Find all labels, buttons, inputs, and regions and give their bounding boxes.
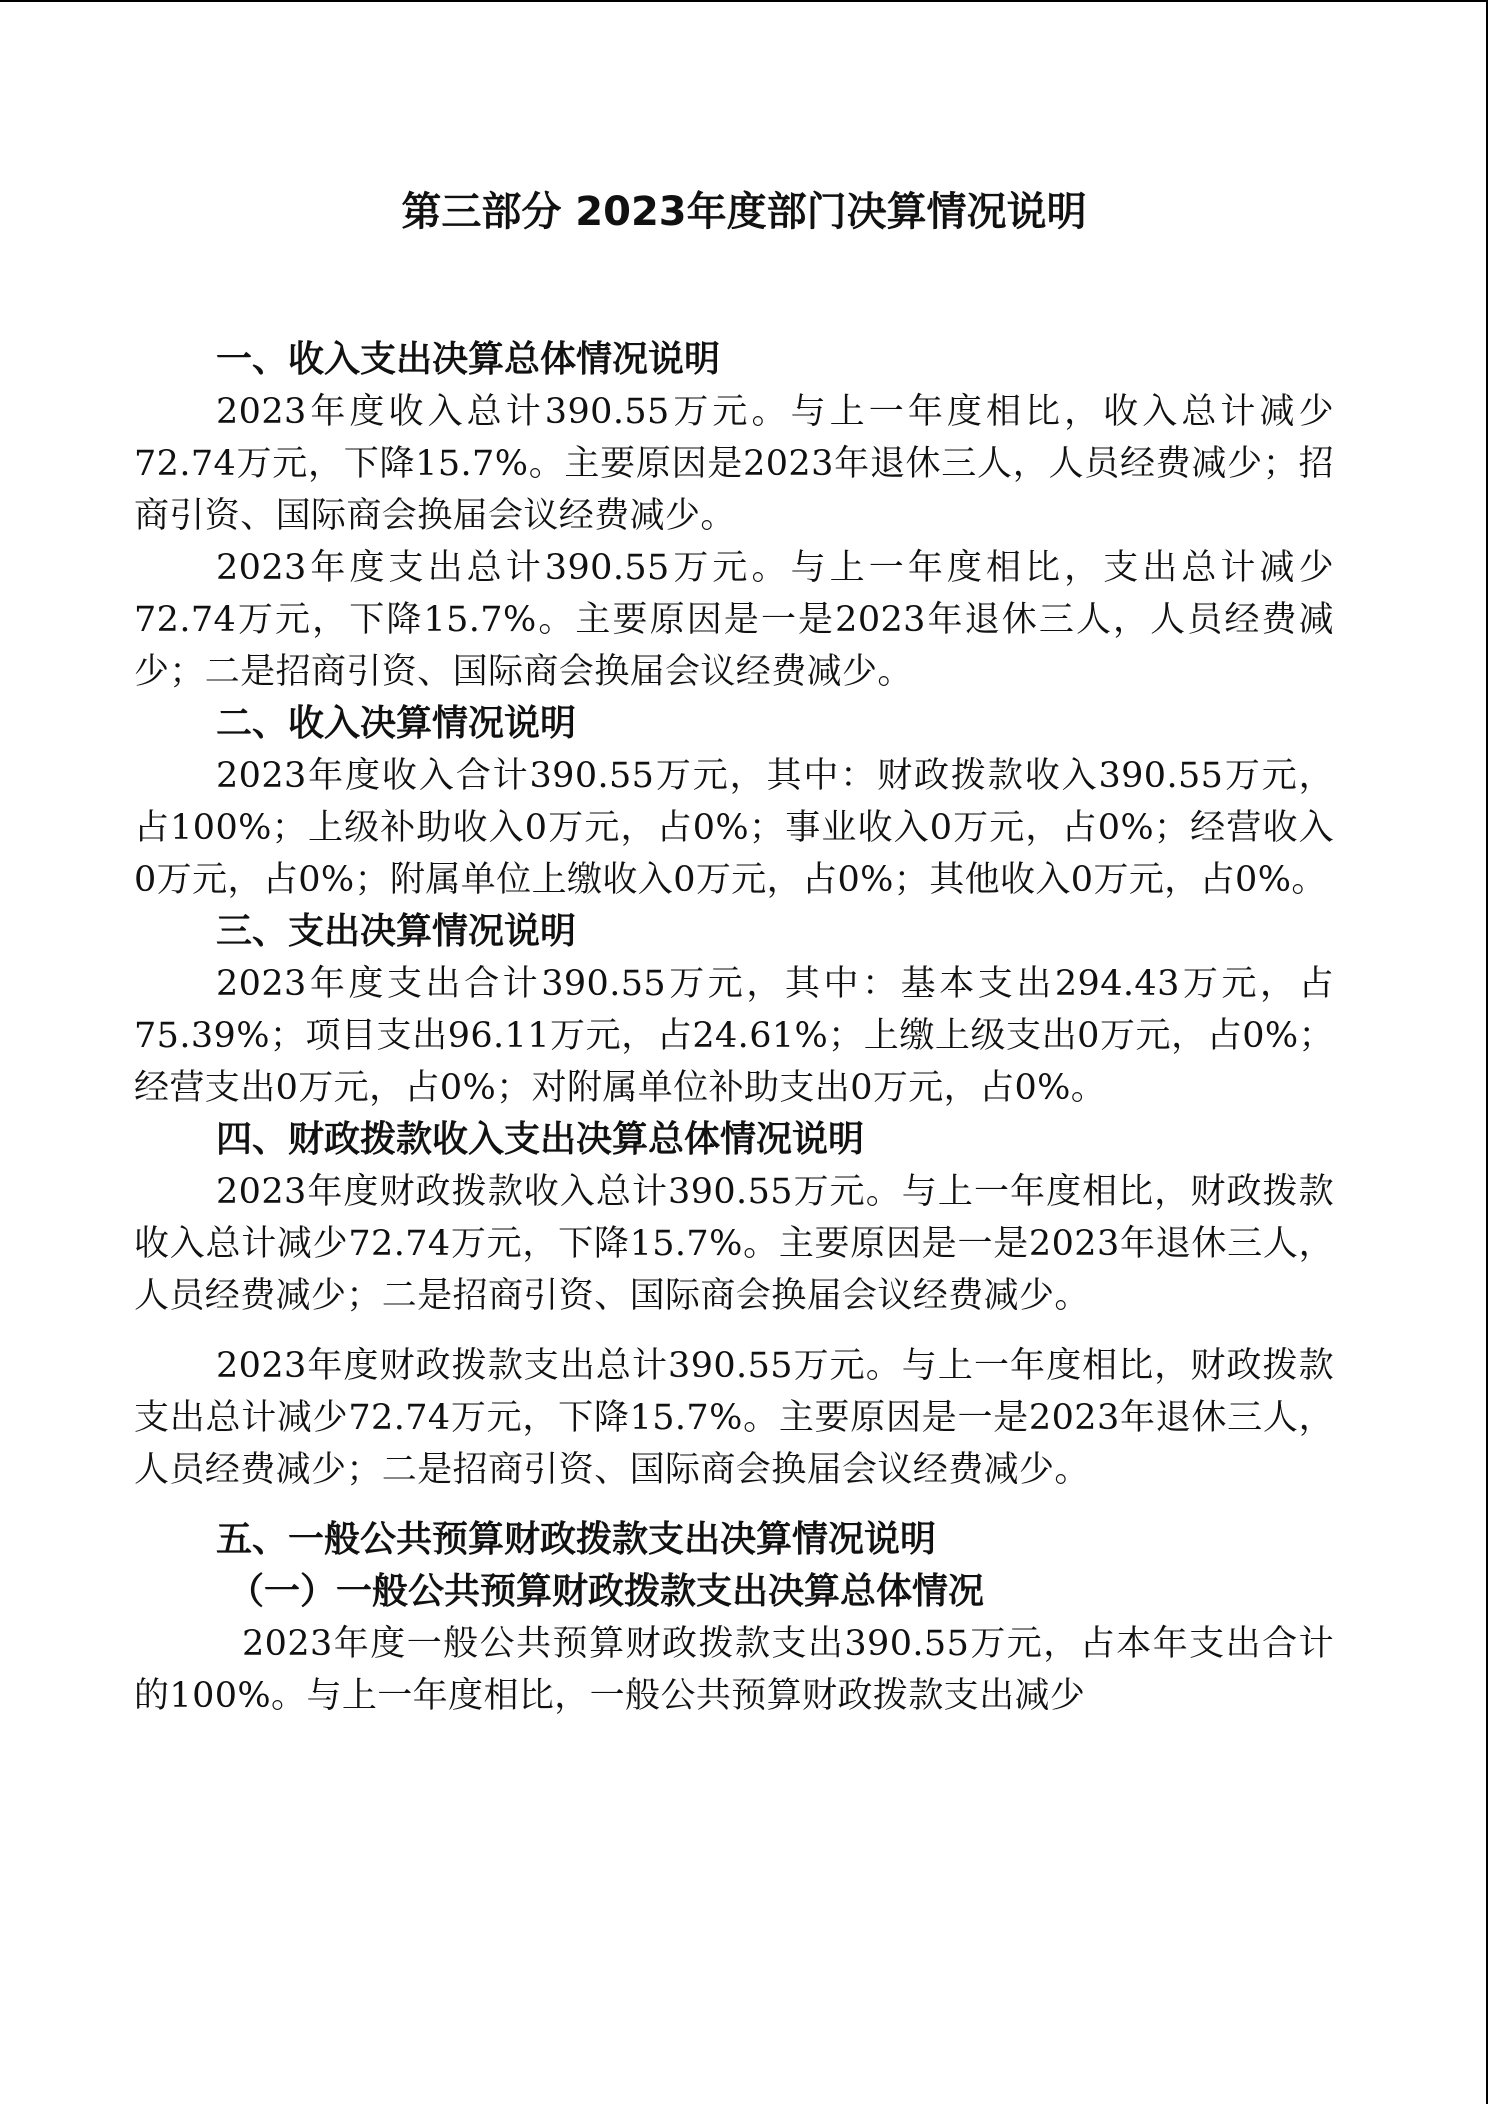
- document-body: [134, 334, 1334, 1722]
- section-heading-3: 三、支出决算情况说明: [216, 911, 577, 952]
- paragraph-income-detail: 2023年度收入合计390.55万元，其中：财政拨款收入390.55万元，占100%；上级补助收入0万元，占0%；事业收入0万元，占0%；经营收入0万元，占0%；附属单位上缴收入0万元，占0%；其他收入0万元，占0%。: [134, 756, 1334, 900]
- paragraph-fiscal-expense: 2023年度财政拨款支出总计390.55万元。与上一年度相比，财政拨款支出总计减少72.74万元，下降15.7%。主要原因是一是2023年退休三人，人员经费减少；二是招商引资、国际商会换届会议经费减少。: [134, 1346, 1334, 1490]
- paragraph-expense-detail: 2023年度支出合计390.55万元，其中：基本支出294.43万元，占75.39%；项目支出96.11万元，占24.61%；上缴上级支出0万元，占0%；经营支出0万元，占0%；对附属单位补助支出0万元，占0%。: [134, 964, 1334, 1108]
- section-heading-2: 二、收入决算情况说明: [216, 703, 577, 744]
- section-heading-4: 四、财政拨款收入支出决算总体情况说明: [216, 1119, 865, 1160]
- section-heading-1: 一、收入支出决算总体情况说明: [216, 339, 721, 380]
- subsection-heading-5-1: （一）一般公共预算财政拨款支出决算总体情况: [228, 1571, 985, 1612]
- section-heading-5: 五、一般公共预算财政拨款支出决算情况说明: [216, 1519, 937, 1560]
- paragraph-fiscal-income: 2023年度财政拨款收入总计390.55万元。与上一年度相比，财政拨款收入总计减少72.74万元，下降15.7%。主要原因是一是2023年退休三人，人员经费减少；二是招商引资、国际商会换届会议经费减少。: [134, 1172, 1334, 1316]
- paragraph-expense-total: 2023年度支出总计390.55万元。与上一年度相比，支出总计减少72.74万元，下降15.7%。主要原因是一是2023年退休三人，人员经费减少；二是招商引资、国际商会换届会议经费减少。: [134, 548, 1334, 692]
- paragraph-income-total: 2023年度收入总计390.55万元。与上一年度相比，收入总计减少72.74万元，下降15.7%。主要原因是2023年退休三人，人员经费减少；招商引资、国际商会换届会议经费减少。: [134, 392, 1334, 536]
- paragraph-general-budget: 2023年度一般公共预算财政拨款支出390.55万元，占本年支出合计的100%。与上一年度相比，一般公共预算财政拨款支出减少: [134, 1624, 1334, 1716]
- page-title: 第三部分 2023年度部门决算情况说明: [401, 189, 1087, 235]
